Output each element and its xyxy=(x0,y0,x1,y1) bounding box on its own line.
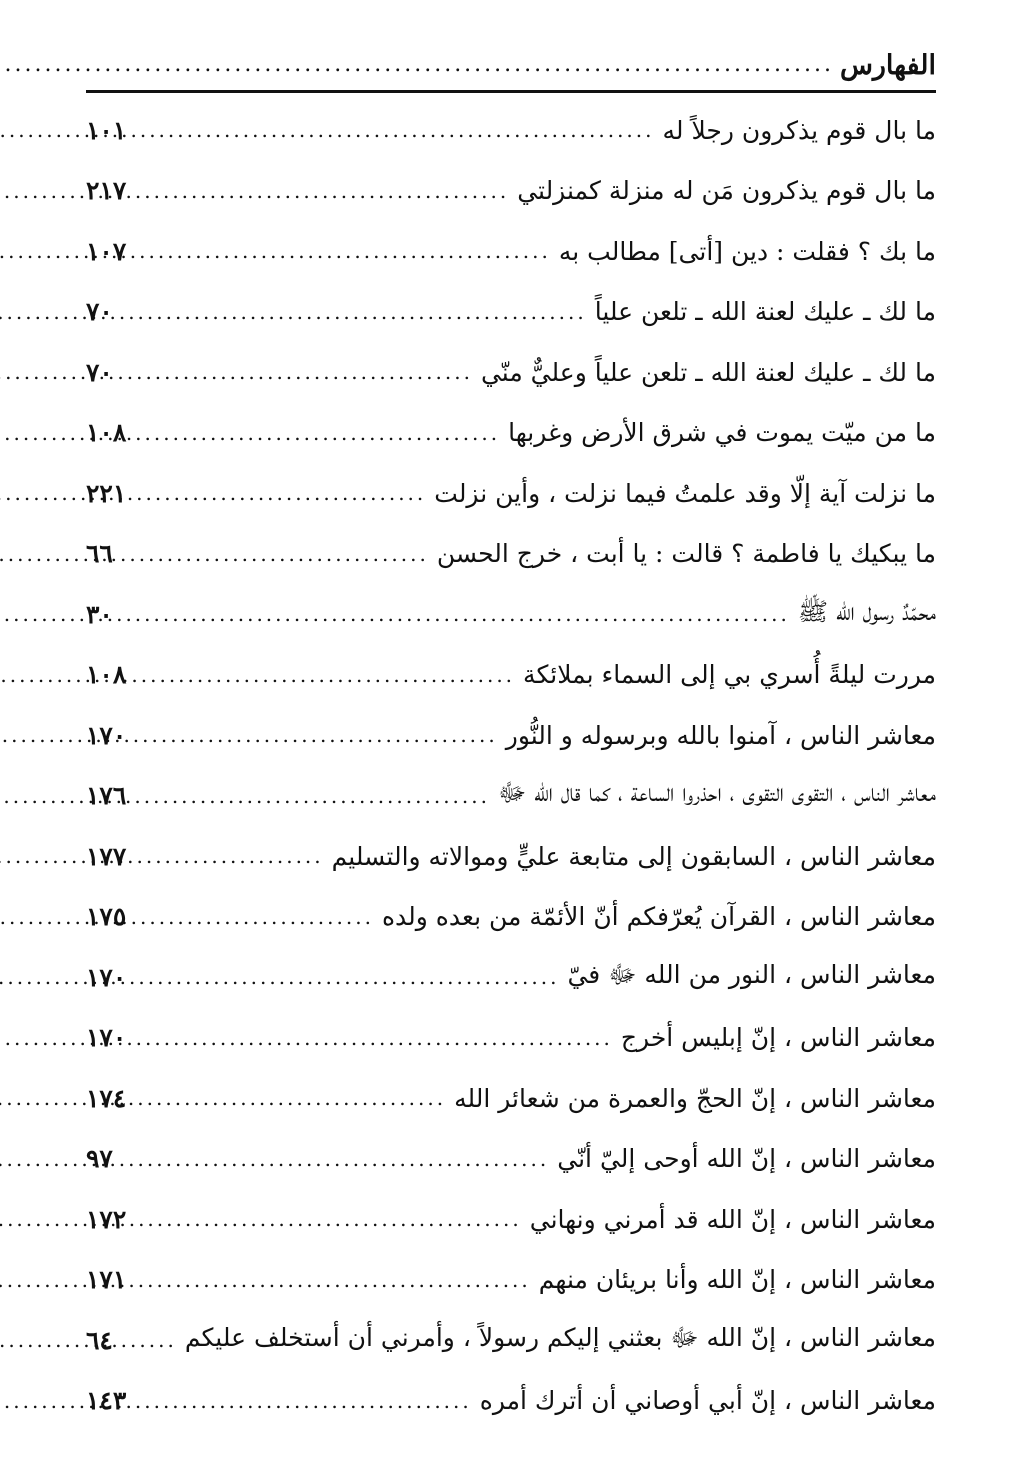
entry-text: محمّدٌ رسول الله ﷺ xyxy=(797,596,936,626)
entry-text: ما يبكيك يا فاطمة ؟ قالت : يا أبت ، خرج الحسن xyxy=(436,539,936,569)
entry-page-number: ١٧٠ xyxy=(86,720,127,750)
dot-leader xyxy=(150,1088,446,1108)
entry-page-number: ٧٠ xyxy=(86,357,113,387)
index-entry xyxy=(86,342,936,403)
entry-text: معاشر الناس ، إنّ الله أوحى إليّ أنّي xyxy=(557,1144,936,1174)
entry-page-number: ٩٧ xyxy=(86,1144,113,1174)
entry-page-number: ١٧٠ xyxy=(86,962,127,992)
entry-text: ما نزلت آية إلّا وقد علمتُ فيما نزلت ، وأين نزلت xyxy=(434,478,936,508)
dot-leader xyxy=(150,1149,549,1169)
entry-text: ما لك ـ عليك لعنة الله ـ تلعن علياً وعليٌّ منّي xyxy=(480,357,936,387)
dot-leader xyxy=(150,241,551,261)
entry-page-number: ١٧٦ xyxy=(86,781,127,811)
entry-text: معاشر الناس ، السابقون إلى متابعة عليٍّ وموالاته والتسليم xyxy=(331,841,936,871)
entry-text: مررت ليلةً أُسري بي إلى السماء بملائكة xyxy=(523,660,936,690)
entry-page-number: ٢٢١ xyxy=(86,478,127,508)
page-header xyxy=(86,40,936,93)
entry-page-number: ١٧٧ xyxy=(86,841,127,871)
entry-page-number: ٦٦ xyxy=(86,539,113,569)
entry-page-number: ٧٠ xyxy=(86,297,113,327)
index-entry xyxy=(86,524,936,585)
index-entry-list xyxy=(86,100,936,1431)
index-entry xyxy=(86,1189,936,1250)
index-entry xyxy=(86,1250,936,1311)
entry-text: ما بك ؟ فقلت : دين [أتى] مطالب به xyxy=(558,236,936,266)
entry-page-number: ١٠٨ xyxy=(86,418,127,448)
dot-leader xyxy=(150,604,790,624)
entry-page-number: ١٧٢ xyxy=(86,1204,127,1234)
dot-leader xyxy=(150,362,473,382)
dot-leader xyxy=(150,1330,177,1350)
index-entry xyxy=(86,1068,936,1129)
entry-page-number: ٦٤ xyxy=(86,1325,113,1355)
index-entry xyxy=(86,463,936,524)
entry-text: معاشر الناس ، إنّ أبي أوصاني أن أترك أمره xyxy=(479,1386,936,1416)
entry-text: ما بال قوم يذكرون مَن له منزلة كمنزلتي xyxy=(517,176,936,206)
entry-page-number: ٢١٧ xyxy=(86,176,127,206)
entry-page-number: ١٠٧ xyxy=(86,236,127,266)
entry-page-number: ١٠١ xyxy=(86,115,127,145)
dot-leader xyxy=(150,483,426,503)
index-entry xyxy=(86,645,936,706)
entry-text: معاشر الناس ، النور من الله ﷻ فيّ xyxy=(567,959,936,989)
dot-leader xyxy=(150,1391,472,1411)
dot-leader xyxy=(150,1209,522,1229)
entry-text: معاشر الناس ، إنّ الله ﷻ بعثني إليكم رسولاً ، وأمرني أن أستخلف عليكم xyxy=(184,1322,936,1352)
dot-leader xyxy=(150,907,374,927)
entry-page-number: ١٧٥ xyxy=(86,902,127,932)
index-entry xyxy=(86,1310,936,1371)
dot-leader xyxy=(150,1028,613,1048)
dot-leader xyxy=(150,423,500,443)
index-entry xyxy=(86,1371,936,1432)
dot-leader xyxy=(150,302,587,322)
entry-page-number: ١٧٠ xyxy=(86,1023,127,1053)
dot-leader xyxy=(150,725,498,745)
dot-leader xyxy=(150,665,515,685)
index-entry xyxy=(86,100,936,161)
dot-leader xyxy=(150,786,490,806)
dot-leader xyxy=(150,967,559,987)
index-entry xyxy=(86,947,936,1008)
entry-page-number: ١٧١ xyxy=(86,1265,127,1295)
index-entry xyxy=(86,705,936,766)
entry-text: معاشر الناس ، التقوى التقوى ، احذروا الساعة ، كما قال الله ﷻ xyxy=(497,778,936,808)
entry-page-number: ١٤٣ xyxy=(86,1386,127,1416)
entry-text: معاشر الناس ، إنّ إبليس أخرج xyxy=(620,1023,936,1053)
index-entry xyxy=(86,1129,936,1190)
index-entry xyxy=(86,766,936,827)
entry-text: معاشر الناس ، القرآن يُعرّفكم أنّ الأئمّة من بعده ولده xyxy=(381,902,936,932)
entry-page-number: ١٠٨ xyxy=(86,660,127,690)
entry-text: ما من ميّت يموت في شرق الأرض وغربها xyxy=(508,418,936,448)
index-entry xyxy=(86,584,936,645)
index-entry xyxy=(86,161,936,222)
entry-text: معاشر الناس ، إنّ الله وأنا بريئان منهم xyxy=(538,1265,936,1295)
entry-page-number: ٣٠ xyxy=(86,599,113,629)
dot-leader xyxy=(150,846,324,866)
index-entry xyxy=(86,282,936,343)
dot-leader xyxy=(150,544,429,564)
index-entry xyxy=(86,887,936,948)
entry-text: معاشر الناس ، آمنوا بالله وبرسوله و النُّور xyxy=(505,720,936,750)
index-entry xyxy=(86,1008,936,1069)
index-entry xyxy=(86,403,936,464)
entry-page-number: ١٧٤ xyxy=(86,1083,127,1113)
dot-leader xyxy=(150,1270,531,1290)
running-title: الفهارس xyxy=(839,49,936,81)
entry-text: ما لك ـ عليك لعنة الله ـ تلعن علياً xyxy=(594,297,936,327)
entry-text: ما بال قوم يذكرون رجلاً له xyxy=(662,115,936,145)
index-entry xyxy=(86,826,936,887)
dot-leader xyxy=(150,120,655,140)
dot-leader xyxy=(150,181,509,201)
index-entry xyxy=(86,221,936,282)
entry-text: معاشر الناس ، إنّ الله قد أمرني ونهاني xyxy=(529,1204,936,1234)
dot-leader xyxy=(0,54,834,76)
entry-text: معاشر الناس ، إنّ الحجّ والعمرة من شعائر الله xyxy=(454,1083,936,1113)
